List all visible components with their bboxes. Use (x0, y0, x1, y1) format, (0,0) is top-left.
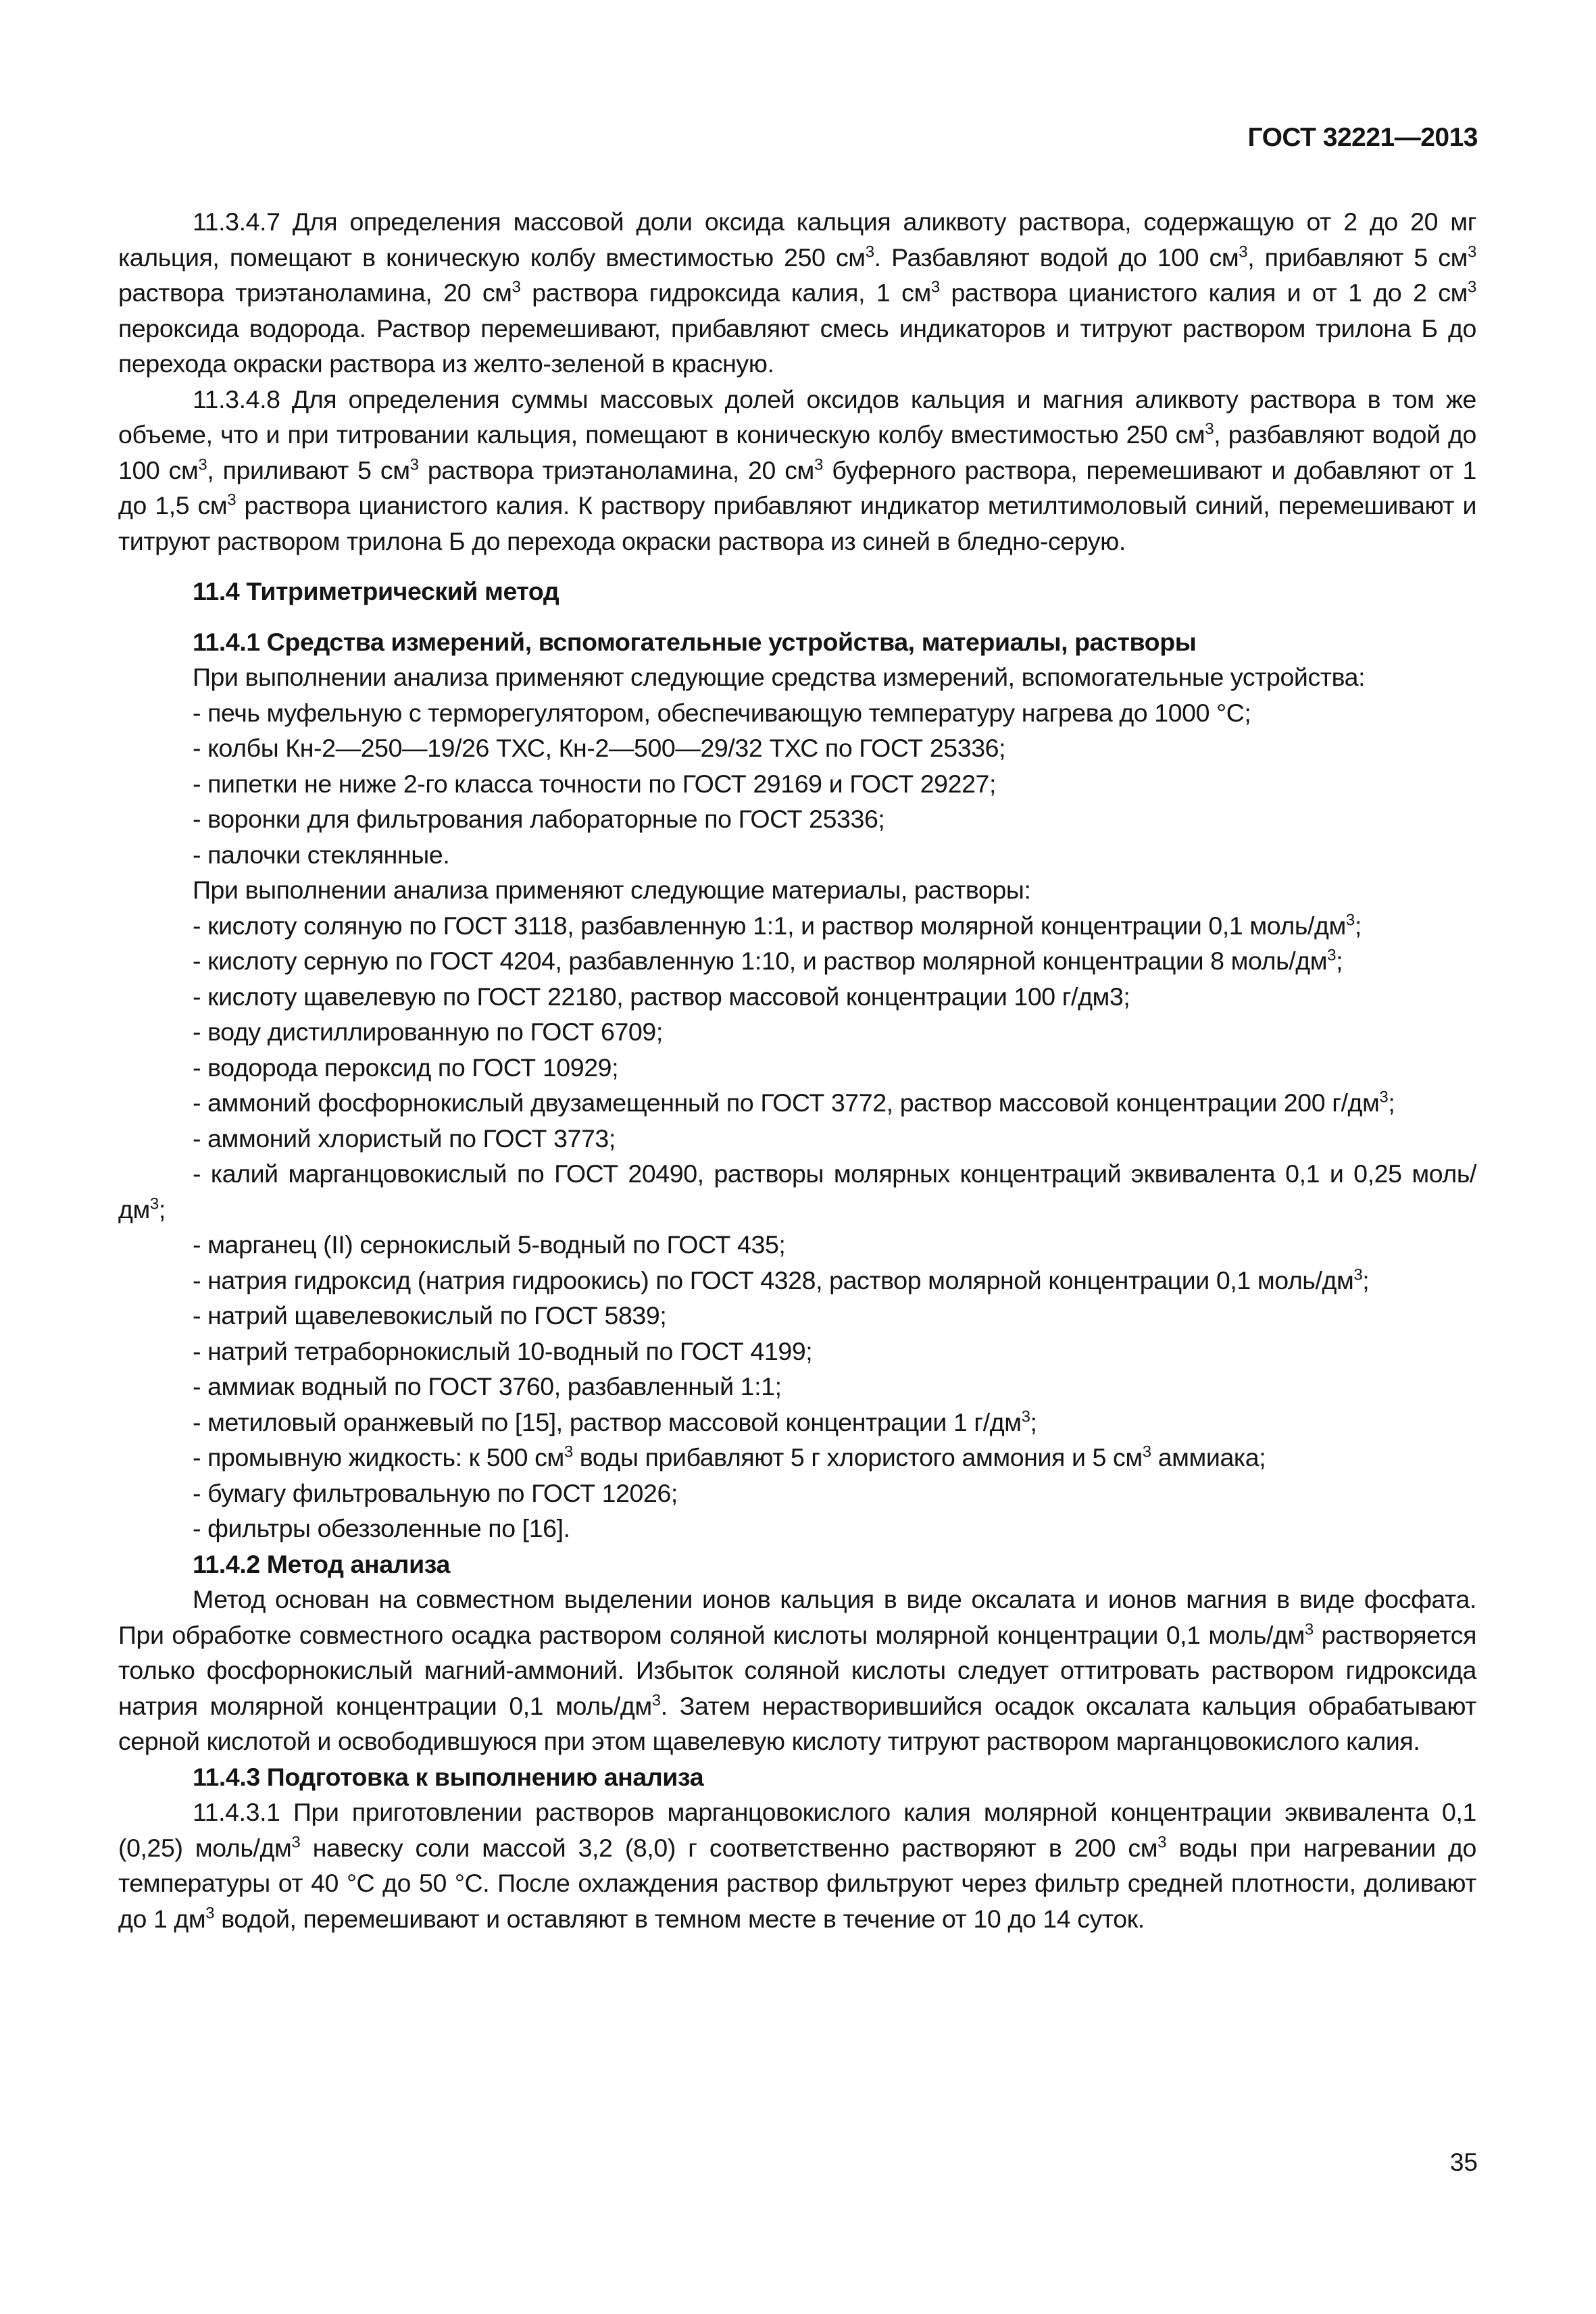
page-number: 35 (1449, 2148, 1478, 2176)
list-item: - воду дистиллированную по ГОСТ 6709; (193, 1017, 663, 1046)
document-code: ГОСТ 32221—2013 (1247, 123, 1478, 152)
section-title-11-4-1: 11.4.1 Средства измерений, вспомогательные устройства, материалы, растворы (193, 627, 1197, 656)
list-item: - кислоту щавелевую по ГОСТ 22180, раствор массовой концентрации 100 г/дм3; (193, 982, 1130, 1011)
section-title-11-4-2: 11.4.2 Метод анализа (193, 1549, 450, 1578)
list-item: - натрия гидроксид (натрия гидроокись) по ГОСТ 4328, раствор молярной концентрации 0,1 моль/$дм^3$; (193, 1265, 1370, 1294)
list-item: - марганец (II) сернокислый 5-водный по ГОСТ 435; (193, 1230, 786, 1259)
list-item: - колбы Кн-2—250—19/26 ТХС, Кн-2—500—29/32 ТХС по ГОСТ 25336; (193, 734, 1006, 762)
page-body (118, 204, 1476, 1936)
list-item: - кислоту серную по ГОСТ 4204, разбавленную 1:10, и раствор молярной концентрации 8 моль/$дм^3$; (193, 946, 1343, 975)
list-item: - водорода пероксид по ГОСТ 10929; (193, 1053, 619, 1082)
list-item: - промывную жидкость: к 500 $см^3$ воды прибавляют 5 г хлористого аммония и 5 $см^3$ аммиака; (193, 1442, 1266, 1472)
list-item: - бумагу фильтровальную по ГОСТ 12026; (193, 1478, 678, 1507)
paragraph-11-4-3-1: 11.4.3.1 При приготовлении растворов марганцовокислого калия молярной концентрации эквивалента 0,1 (0,25) моль/$дм^3$ навеску соли массой 3,2 (8,0) г соответственно растворяют в 200 $см^3$ воды при нагревании до температуры от 40 °С до 50 °С. После охлаждения раствор фильтруют через фильтр средней плотности, доливают до 1 $дм^3$ водой, перемешивают и оставляют в темном месте в течение от 10 до 14 суток. (118, 1798, 1476, 1933)
list-item: - палочки стеклянные. (193, 840, 450, 869)
list-item: - пипетки не ниже 2-го класса точности по ГОСТ 29169 и ГОСТ 29227; (193, 769, 997, 798)
list-item: - калий марганцовокислый по ГОСТ 20490, растворы молярных концентраций эквивалента 0,1 и 0,25 моль/$дм^3$; (118, 1159, 1476, 1224)
instruments-intro: При выполнении анализа применяют следующие средства измерений, вспомогательные устройства: (193, 663, 1366, 691)
list-item: - фильтры обеззоленные по [16]. (193, 1514, 570, 1542)
list-item: - метиловый оранжевый по [15], раствор массовой концентрации 1 $г/дм^3$; (193, 1407, 1037, 1436)
list-item: - кислоту соляную по ГОСТ 3118, разбавленную 1:1, и раствор молярной концентрации 0,1 моль/$дм^3$; (193, 911, 1362, 940)
list-item: - натрий тетраборнокислый 10-водный по ГОСТ 4199; (193, 1336, 813, 1365)
paragraph-11-4-2: Метод основан на совместном выделении ионов кальция в виде оксалата и ионов магния в виде фосфата. При обработке совместного осадка раствором соляной кислоты молярной концентрации 0,1 моль/$дм^3$ растворяется только фосфорнокислый магний-аммоний. Избыток соляной кислоты следует оттитровать раствором гидроксида натрия молярной концентрации 0,1 моль/$дм^3$. Затем нерастворившийся осадок оксалата кальция обрабатывают серной кислотой и освободившуюся при этом щавелевую кислоту титруют раствором марганцовокислого калия. (118, 1585, 1477, 1755)
list-item: - аммоний хлористый по ГОСТ 3773; (193, 1124, 616, 1153)
paragraph-11-3-4-8: 11.3.4.8 Для определения суммы массовых долей оксидов кальция и магния аликвоту раствора в том же объеме, что и при титровании кальция, помещают в коническую колбу вместимостью 250 $см^3$, разбавляют водой до 100 $см^3$, приливают 5 $см^3$ раствора триэтаноламина, 20 $см^3$ буферного раствора, перемешивают и добавляют от 1 до 1,5 $см^3$ раствора цианистого калия. К раствору прибавляют индикатор метилтимоловый синий, перемешивают и титруют раствором трилона Б до перехода окраски раствора из синей в бледно-серую. (118, 384, 1477, 555)
list-item: - аммоний фосфорнокислый двузамещенный по ГОСТ 3772, раствор массовой концентрации 200 $г/дм^3$; (193, 1088, 1395, 1117)
section-title-11-4-3: 11.4.3 Подготовка к выполнению анализа (193, 1762, 704, 1791)
list-item: - аммиак водный по ГОСТ 3760, разбавленный 1:1; (193, 1372, 782, 1401)
list-item: - печь муфельную с терморегулятором, обеспечивающую температуру нагрева до 1000 °С; (193, 698, 1251, 727)
list-item: - натрий щавелевокислый по ГОСТ 5839; (193, 1301, 667, 1330)
paragraph-11-3-4-7: 11.3.4.7 Для определения массовой доли оксида кальция аликвоту раствора, содержащую от 2 до 20 мг кальция, помещают в коническую колбу вместимостью 250 $см^3$. Разбавляют водой до 100 $см^3$, прибавляют 5 $см^3$ раствора триэтаноламина, 20 $см^3$ раствора гидроксида калия, 1 $см^3$ раствора цианистого калия и от 1 до 2 $см^3$ пероксида водорода. Раствор перемешивают, прибавляют смесь индикаторов и титруют раствором трилона Б до перехода окраски раствора из желто-зеленой в красную. (118, 207, 1476, 378)
list-item: - воронки для фильтрования лабораторные по ГОСТ 25336; (193, 805, 885, 833)
materials-intro: При выполнении анализа применяют следующие материалы, растворы: (193, 876, 1031, 904)
section-title-11-4: 11.4 Титриметрический метод (193, 577, 559, 605)
